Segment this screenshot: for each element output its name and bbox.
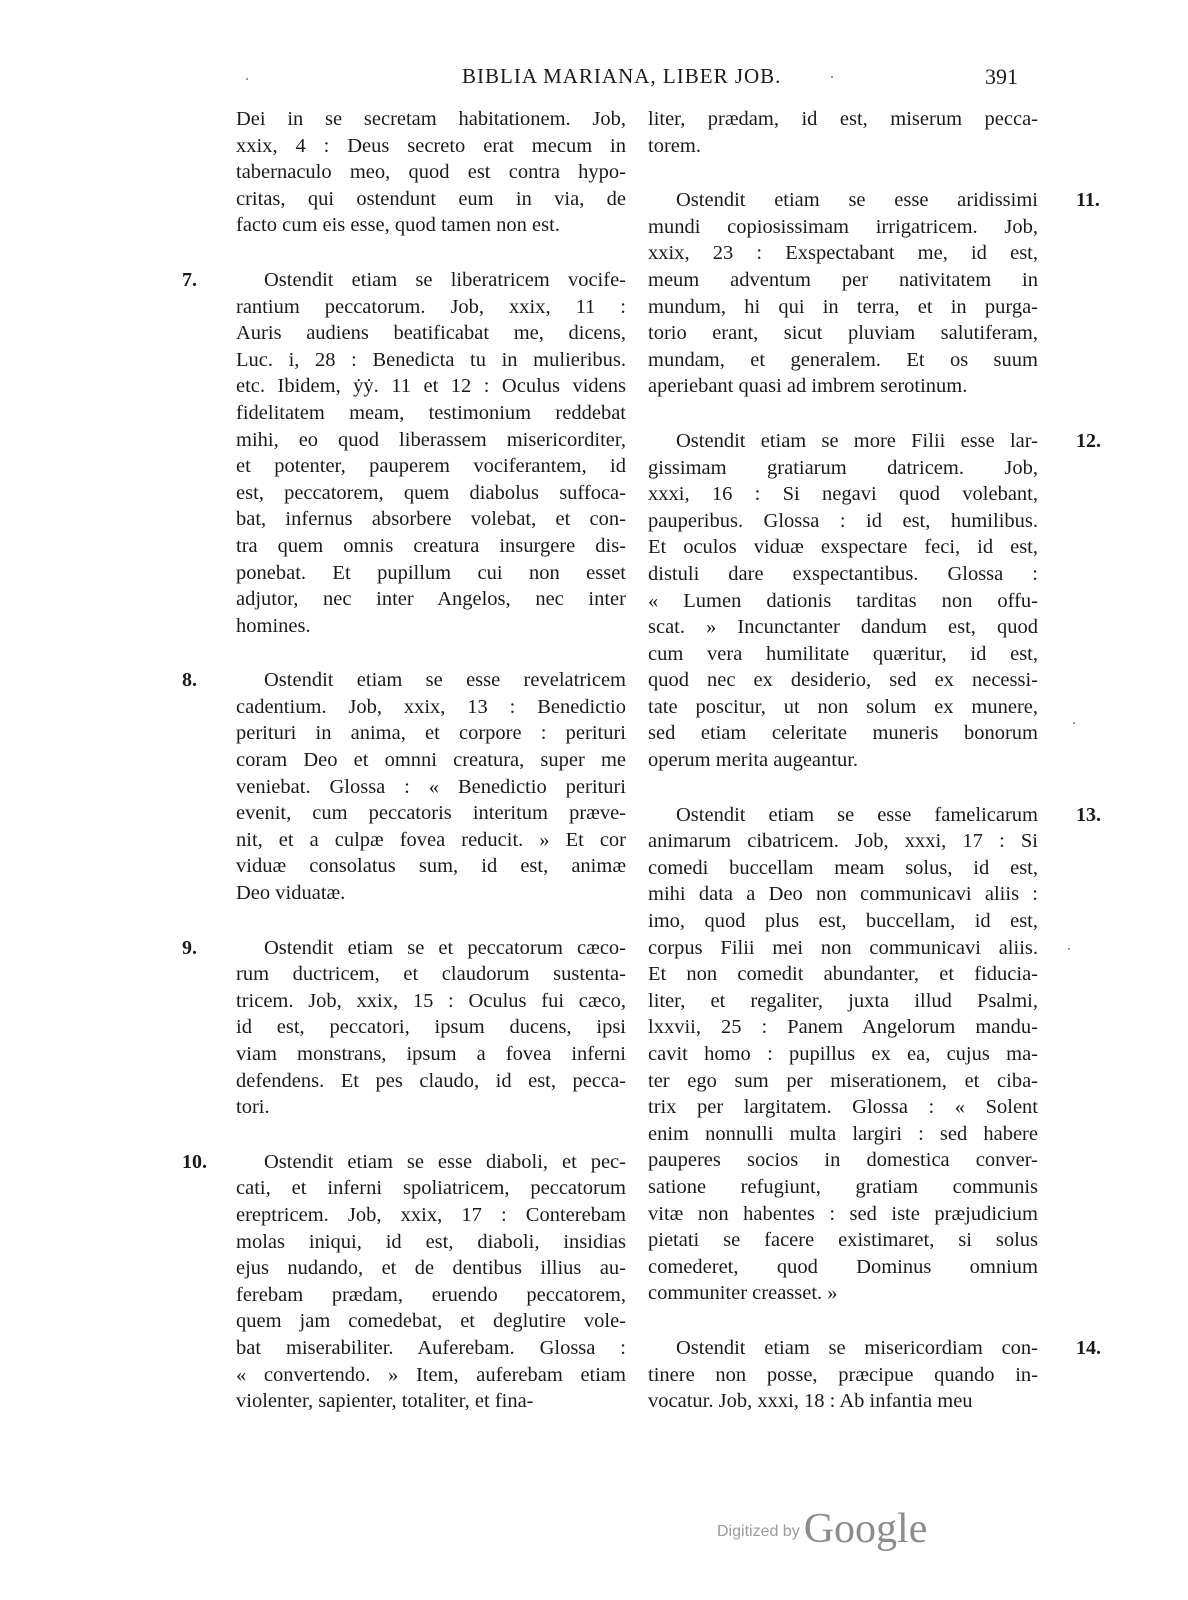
text-line: bat, infernus absorbere volebat, et con- bbox=[236, 508, 626, 531]
text-line: xxix, 23 : Exspectabant me, id est, bbox=[648, 242, 1038, 265]
text-line: meum adventum per nativitatem in bbox=[648, 268, 1038, 291]
text-line: distuli dare exspectantibus. Glossa : bbox=[648, 562, 1038, 585]
text-line: aperiebant quasi ad imbrem serotinum. bbox=[648, 375, 968, 398]
text-line: est, peccatorem, quem diabolus suffoca- bbox=[236, 481, 626, 504]
text-line: ferebam prædam, eruendo peccatorem, bbox=[236, 1283, 626, 1306]
text-line: xxxi, 16 : Si negavi quod volebant, bbox=[648, 483, 1038, 506]
text-line: evenit, cum peccatoris interitum præve- bbox=[236, 802, 626, 825]
text-line: « Lumen dationis tarditas non offu- bbox=[648, 589, 1038, 612]
text-line: violenter, sapienter, totaliter, et fina- bbox=[236, 1390, 534, 1413]
text-line: id est, peccatori, ipsum ducens, ipsi bbox=[236, 1016, 626, 1039]
paragraph bbox=[182, 1149, 626, 1415]
google-logo: Google bbox=[803, 1506, 928, 1552]
text-line: etc. Ibidem, ẏẏ. 11 et 12 : Oculus videns bbox=[236, 375, 626, 398]
text-line: corpus Filii mei non communicavi aliis. bbox=[648, 936, 1038, 959]
text-line: « convertendo. » Item, auferebam etiam bbox=[236, 1363, 626, 1386]
text-line: sed etiam celeritate muneris bonorum bbox=[648, 722, 1038, 745]
text-line: viam monstrans, ipsum a fovea inferni bbox=[236, 1043, 626, 1065]
text-line: et potenter, pauperem vociferantem, id bbox=[236, 455, 626, 478]
left-text-column bbox=[182, 106, 626, 1415]
text-line: coram Deo et omnni creatura, super me bbox=[236, 749, 626, 772]
ink-speck bbox=[1073, 722, 1075, 724]
text-line: satione refugiunt, gratiam communis bbox=[648, 1175, 1038, 1198]
right-text-column bbox=[648, 106, 1101, 1415]
text-line: tate poscitur, ut non solum ex munere, bbox=[648, 695, 1038, 718]
text-line: pietati se facere existimaret, si solus bbox=[648, 1229, 1038, 1252]
text-line: enim nonnulli multa largiri : sed habere bbox=[648, 1122, 1038, 1145]
text-line: Ostendit etiam se esse diaboli, et pec- bbox=[264, 1150, 626, 1173]
text-line: scat. » Incunctanter dandum est, quod bbox=[648, 616, 1038, 639]
text-line: vitæ non habentes : sed iste præjudicium bbox=[648, 1202, 1038, 1225]
paragraph bbox=[648, 428, 1101, 774]
text-line: cati, et inferni spoliatricem, peccatorum bbox=[236, 1177, 626, 1200]
text-line: operum merita augeantur. bbox=[648, 749, 859, 772]
digitized-by-google-watermark bbox=[717, 1505, 927, 1553]
text-line: viduæ consolatus sum, id est, animæ bbox=[236, 855, 626, 878]
text-line: tinere non posse, præcipue quando in- bbox=[648, 1363, 1038, 1386]
text-line: tricem. Job, xxix, 15 : Oculus fui cæco, bbox=[236, 989, 626, 1012]
text-line: fidelitatem meam, testimonium reddebat bbox=[236, 401, 626, 424]
text-line: Et oculos viduæ exspectare feci, id est, bbox=[648, 536, 1038, 559]
text-line: Dei in se secretam habitationem. Job, bbox=[236, 108, 626, 130]
text-line: tra quem omnis creatura insurgere dis- bbox=[236, 534, 626, 557]
text-line: bat miserabiliter. Auferebam. Glossa : bbox=[236, 1336, 626, 1359]
paragraph bbox=[182, 667, 626, 906]
text-line: tori. bbox=[236, 1096, 270, 1119]
text-line: cum vera humilitate quæritur, id est, bbox=[648, 642, 1038, 665]
text-line: Ostendit etiam se esse famelicarum bbox=[676, 803, 1038, 826]
text-line: rantium peccatorum. Job, xxix, 11 : bbox=[236, 295, 626, 318]
running-header-title: BIBLIA MARIANA, LIBER JOB. bbox=[462, 64, 782, 88]
text-line: comedi buccellam meam solus, id est, bbox=[648, 856, 1038, 879]
text-line: trix per largitatem. Glossa : « Solent bbox=[648, 1096, 1038, 1119]
text-line: torio erant, sicut pluviam salutiferam, bbox=[648, 322, 1038, 345]
text-line: ter ego sum per miserationem, et ciba- bbox=[648, 1069, 1038, 1092]
text-line: molas iniqui, id est, diaboli, insidias bbox=[236, 1230, 626, 1253]
text-line: quod nec ex desiderio, sed ex necessi- bbox=[648, 669, 1038, 692]
text-line: rum ductricem, et claudorum sustenta- bbox=[236, 963, 626, 986]
paragraph bbox=[182, 935, 626, 1121]
text-line: Luc. i, 28 : Benedicta tu in mulieribus. bbox=[236, 348, 626, 371]
text-line: ejus nudando, et de dentibus illius au- bbox=[236, 1257, 626, 1280]
text-line: cadentium. Job, xxix, 13 : Benedictio bbox=[236, 695, 626, 718]
text-line: Ostendit etiam se esse revelatricem bbox=[264, 669, 626, 692]
text-line: ereptricem. Job, xxix, 17 : Conterebam bbox=[236, 1203, 626, 1226]
paragraph-number: 7. bbox=[182, 268, 197, 291]
paragraph bbox=[648, 187, 1100, 400]
text-line: Deo viduatæ. bbox=[236, 882, 346, 905]
text-line: communiter creasset. » bbox=[648, 1282, 838, 1305]
text-line: facto cum eis esse, quod tamen non est. bbox=[236, 214, 560, 237]
text-line: liter, prædam, id est, miserum pecca- bbox=[648, 108, 1038, 130]
text-line: animarum cibatricem. Job, xxxi, 17 : Si bbox=[648, 830, 1038, 853]
paragraph bbox=[648, 802, 1101, 1307]
text-line: pauperibus. Glossa : id est, humilibus. bbox=[648, 509, 1038, 532]
text-line: Ostendit etiam se esse aridissimi bbox=[676, 189, 1038, 212]
ink-speck bbox=[246, 78, 248, 80]
text-line: perituri in anima, et corpore : perituri bbox=[236, 722, 626, 745]
text-line: veniebat. Glossa : « Benedictio perituri bbox=[236, 775, 626, 798]
paragraph-number: 10. bbox=[182, 1150, 207, 1173]
paragraph bbox=[182, 267, 626, 639]
text-line: Et non comedit abundanter, et fiducia- bbox=[648, 963, 1038, 986]
text-line: mundam, et generalem. Et os suum bbox=[648, 348, 1038, 371]
text-line: Ostendit etiam se more Filii esse lar- bbox=[676, 429, 1038, 452]
text-line: liter, et regaliter, juxta illud Psalmi, bbox=[648, 989, 1038, 1012]
text-line: tabernaculo meo, quod est contra hypo- bbox=[236, 161, 626, 184]
text-line: defendens. Et pes claudo, id est, pecca- bbox=[236, 1069, 626, 1092]
text-line: Ostendit etiam se misericordiam con- bbox=[676, 1336, 1038, 1359]
text-line: Ostendit etiam se et peccatorum cæco- bbox=[264, 936, 626, 959]
text-line: quem jam comedebat, et deglutire vole- bbox=[236, 1310, 626, 1333]
page-number: 391 bbox=[985, 64, 1018, 89]
paragraph-number: 9. bbox=[182, 936, 197, 959]
text-line: adjutor, nec inter Angelos, nec inter bbox=[236, 588, 626, 611]
text-line: mundi copiosissimam irrigatricem. Job, bbox=[648, 215, 1038, 238]
text-line: imo, quod plus est, buccellam, id est, bbox=[648, 910, 1038, 933]
paragraph-number: 8. bbox=[182, 669, 197, 692]
paragraph-number: 11. bbox=[1076, 189, 1100, 212]
text-line: cavit homo : pupillus ex ea, cujus ma- bbox=[648, 1043, 1038, 1065]
ink-speck bbox=[831, 76, 833, 78]
text-line: mihi data a Deo non communicavi aliis : bbox=[648, 883, 1038, 906]
text-line: critas, qui ostendunt eum in via, de bbox=[236, 187, 626, 210]
text-line: vocatur. Job, xxxi, 18 : Ab infantia meu bbox=[648, 1390, 973, 1413]
paragraph-number: 14. bbox=[1076, 1336, 1101, 1359]
paragraph-number: 12. bbox=[1076, 429, 1101, 452]
text-line: Auris audiens beatificabat me, dicens, bbox=[236, 322, 626, 345]
text-line: pauperes socios in domestica conver- bbox=[648, 1149, 1038, 1172]
text-line: Ostendit etiam se liberatricem vocife- bbox=[264, 268, 626, 291]
text-line: nit, et a culpæ fovea reducit. » Et cor bbox=[236, 828, 626, 851]
text-line: mundum, hi qui in terra, et in purga- bbox=[648, 295, 1038, 318]
text-line: torem. bbox=[648, 134, 701, 157]
text-line: comederet, quod Dominus omnium bbox=[648, 1255, 1038, 1278]
text-line: homines. bbox=[236, 614, 311, 637]
paragraph bbox=[648, 1335, 1101, 1415]
text-line: xxix, 4 : Deus secreto erat mecum in bbox=[236, 134, 626, 157]
paragraph bbox=[236, 106, 626, 239]
digitized-label: Digitized by bbox=[717, 1523, 800, 1540]
text-line: mihi, eo quod liberassem misericorditer, bbox=[236, 428, 626, 451]
paragraph bbox=[648, 106, 1038, 159]
text-line: ponebat. Et pupillum cui non esset bbox=[236, 561, 626, 584]
ink-speck bbox=[1068, 948, 1070, 950]
text-line: lxxvii, 25 : Panem Angelorum mandu- bbox=[648, 1016, 1038, 1039]
paragraph-number: 13. bbox=[1076, 803, 1101, 826]
text-line: gissimam gratiarum datricem. Job, bbox=[648, 456, 1038, 479]
